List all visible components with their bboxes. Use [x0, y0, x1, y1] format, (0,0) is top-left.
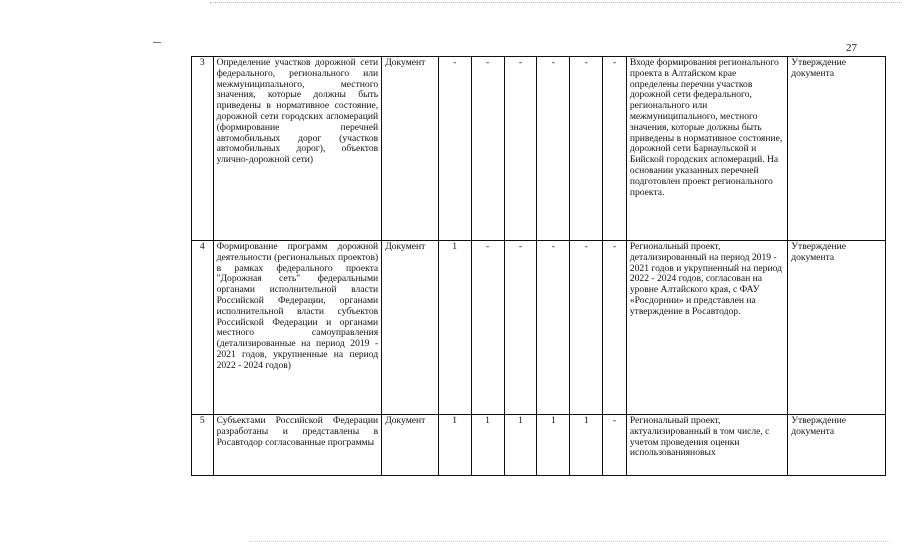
period-value: 1	[570, 415, 603, 476]
document-type: Документ	[382, 241, 439, 415]
period-value: 1	[504, 415, 537, 476]
period-value: -	[438, 57, 471, 241]
row-number: 3	[192, 57, 214, 241]
period-value: -	[603, 415, 627, 476]
scan-edge-bottom	[250, 541, 890, 543]
period-value: 1	[438, 241, 471, 415]
status-text: Утверждение документа	[788, 415, 886, 476]
page-number: 27	[846, 42, 857, 54]
period-value: -	[570, 57, 603, 241]
period-value: -	[537, 241, 570, 415]
period-value: -	[537, 57, 570, 241]
period-value: -	[504, 57, 537, 241]
scan-edge-top	[210, 2, 900, 4]
period-value: -	[603, 57, 627, 241]
measure-description: Формирование программ дорожной деятельности (региональных проектов) в рамках федерального проекта "Дорожная сеть" федеральными органами исполнительной власти Российской Федерации, органами исполнительной власти субъектов Российской Федерации и органами местного самоуправления (детализированные на период 2019 - 2021 годов, укрупненные на период 2022 - 2024 годов)	[213, 241, 382, 415]
result-description: Региональный проект, детализированный на период 2019 - 2021 годов и укрупненный на период 2022 - 2024 годов, согласован на уровне Алтайского края, с ФАУ «Росдорнии» и представлен на утверждение в Росавтодор.	[626, 241, 787, 415]
measure-description: Определение участков дорожной сети федерального, регионального или межмуниципального, местного значения, которые должны быть приведены в нормативное состояние, дорожной сети городских агломераций (формирование перечней автомобильных дорог (участков автомобильных дорог), объектов улично-дорожной сети)	[213, 57, 382, 241]
result-description: Входе формирования регионального проекта в Алтайском крае определены перечни участков дорожной сети федерального, регионального или межмуниципального, местного значения, которые должны быть приведены в нормативное состояние, дорожной сети Барнаульской и Бийской городских агломераций. На основании указанных перечней подготовлен проект регионального проекта.	[626, 57, 787, 241]
document-type: Документ	[382, 415, 439, 476]
period-value: -	[471, 57, 504, 241]
period-value: -	[471, 241, 504, 415]
status-text: Утверждение документа	[788, 241, 886, 415]
measure-description: Субъектами Российской Федерации разработаны и представлены в Росавтодор согласованные программы	[213, 415, 382, 476]
scan-mark	[153, 42, 161, 43]
row-number: 5	[192, 415, 214, 476]
period-value: -	[603, 241, 627, 415]
period-value: 1	[537, 415, 570, 476]
row-number: 4	[192, 241, 214, 415]
period-value: -	[504, 241, 537, 415]
period-value: -	[570, 241, 603, 415]
table-row	[192, 57, 886, 241]
document-type: Документ	[382, 57, 439, 241]
result-description: Региональный проект, актуализированный в том числе, с учетом проведения оценки использованияновых	[626, 415, 787, 476]
period-value: 1	[438, 415, 471, 476]
table-row	[192, 415, 886, 476]
status-text: Утверждение документа	[788, 57, 886, 241]
measures-table	[191, 56, 886, 476]
table-row	[192, 241, 886, 415]
period-value: 1	[471, 415, 504, 476]
